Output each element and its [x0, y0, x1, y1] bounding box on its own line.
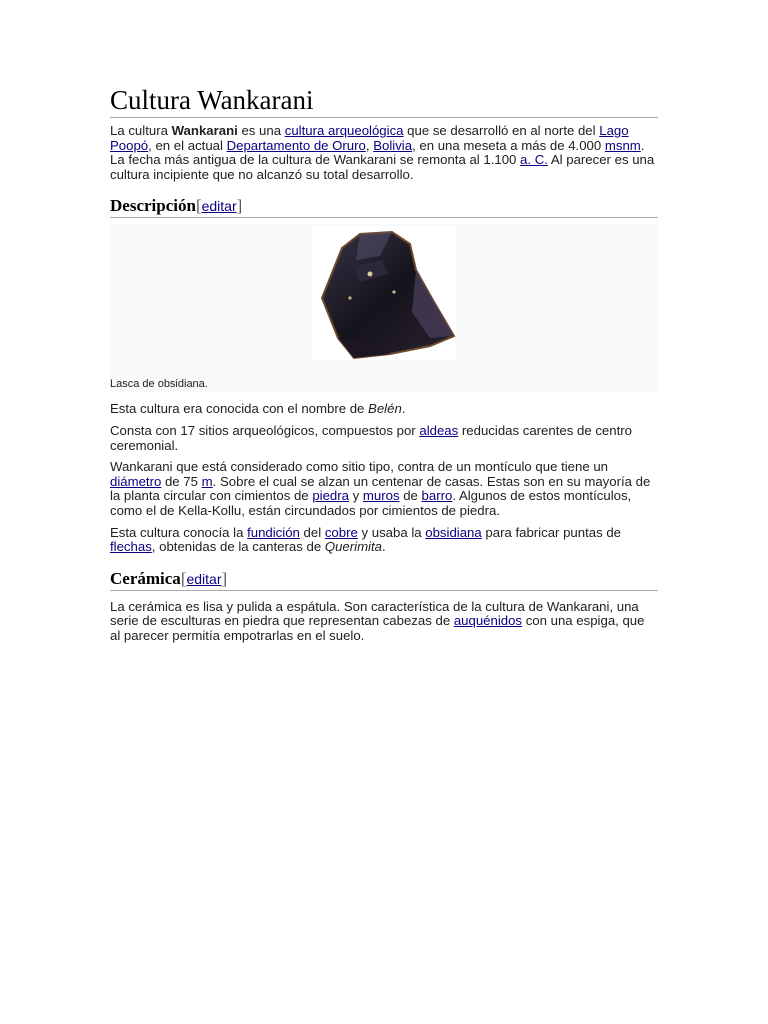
text: . Sobre el cual se alzan un centenar de casas. Estas son en su mayoría de la planta circular con cimientos de	[110, 473, 651, 504]
article-content	[110, 84, 658, 644]
link-fundicion[interactable]: fundición	[247, 524, 300, 540]
link-aldeas[interactable]: aldeas	[419, 422, 459, 438]
text: Wankarani que está considerado como sitio tipo, contra de un montículo que tiene un	[110, 459, 609, 475]
paragraph-monticulo	[110, 460, 658, 518]
text: reducidas carentes de centro ceremonial.	[110, 422, 632, 453]
text: .	[401, 401, 406, 417]
text: , en el actual	[148, 137, 227, 153]
text: de 75	[161, 473, 202, 489]
text: .	[382, 539, 386, 555]
text: es una	[237, 123, 285, 138]
edit-link-descripcion[interactable]: editar	[201, 198, 237, 215]
link-msnm[interactable]: msnm	[604, 137, 641, 153]
bracket-close: ]	[236, 196, 243, 216]
text: con una espiga, que al parecer permitía empotrarlas en el suelo.	[110, 613, 645, 643]
link-obsidiana[interactable]: obsidiana	[425, 524, 482, 540]
text: Consta con 17 sitios arqueológicos, compuestos por	[110, 422, 420, 438]
section-heading-descripcion	[110, 196, 658, 218]
text: y usaba la	[357, 524, 426, 540]
page-title: Cultura Wankarani	[110, 84, 658, 118]
obsidian-image[interactable]	[312, 226, 456, 360]
link-auquenidos[interactable]: auquénidos	[453, 613, 523, 629]
link-cobre[interactable]: cobre	[324, 524, 358, 540]
text: La cultura	[110, 123, 172, 138]
text: Esta cultura era conocida con el nombre de	[110, 401, 369, 417]
paragraph-belen	[110, 402, 658, 417]
link-departamento-oruro[interactable]: Departamento de Oruro	[226, 137, 366, 153]
italic-term: Querimita	[324, 539, 382, 555]
text: para fabricar puntas de	[481, 524, 622, 540]
link-flechas[interactable]: flechas	[110, 539, 152, 555]
edit-link-ceramica[interactable]: editar	[186, 570, 222, 587]
bracket-open: [	[180, 568, 187, 588]
link-m[interactable]: m	[201, 473, 213, 489]
bracket-close: ]	[221, 568, 228, 588]
link-bolivia[interactable]: Bolivia	[373, 137, 413, 153]
paragraph-ceramica	[110, 600, 658, 644]
text: del	[299, 524, 325, 540]
text: , en una meseta a más de 4.000	[412, 137, 605, 153]
figure-thumbnail	[110, 224, 658, 392]
text: y	[348, 488, 363, 504]
text: , obtenidas de la canteras de	[151, 539, 325, 555]
paragraph-sitios	[110, 424, 658, 453]
figure-caption: Lasca de obsidiana.	[110, 378, 208, 391]
link-muros[interactable]: muros	[362, 488, 400, 504]
text: . La fecha más antigua de la cultura de Wankarani se remonta al 1.100	[110, 137, 645, 168]
heading-text: Cerámica	[110, 568, 181, 588]
link-ac[interactable]: a. C.	[520, 152, 548, 168]
paragraph-fundicion	[110, 526, 658, 555]
link-barro[interactable]: barro	[421, 488, 453, 504]
text: Esta cultura conocía la	[110, 524, 248, 540]
link-piedra[interactable]: piedra	[312, 488, 349, 504]
bold-term: Wankarani	[171, 123, 238, 138]
italic-term: Belén	[368, 401, 402, 417]
intro-paragraph	[110, 124, 658, 182]
section-heading-ceramica	[110, 569, 658, 591]
text: Al parecer es una cultura incipiente que no alcanzó su total desarrollo.	[110, 152, 655, 182]
link-lago-poopo[interactable]: Lago Poopó	[110, 123, 629, 153]
link-cultura-arqueologica[interactable]: cultura arqueológica	[284, 123, 404, 138]
text: La cerámica es lisa y pulida a espátula. Son característica de la cultura de Wankarani, una serie de esculturas en piedra que representan cabezas de	[110, 598, 639, 629]
link-diametro[interactable]: diámetro	[110, 473, 162, 489]
text: . Algunos de estos montículos, como el de Kella-Kollu, están circundados por cimientos de piedra.	[110, 488, 632, 518]
text: ,	[365, 137, 374, 153]
bracket-open: [	[195, 196, 202, 216]
heading-text: Descripción	[110, 196, 196, 216]
text: de	[399, 488, 422, 504]
text: que se desarrolló en al norte del	[403, 123, 600, 138]
obsidian-image-graphic	[312, 226, 456, 360]
